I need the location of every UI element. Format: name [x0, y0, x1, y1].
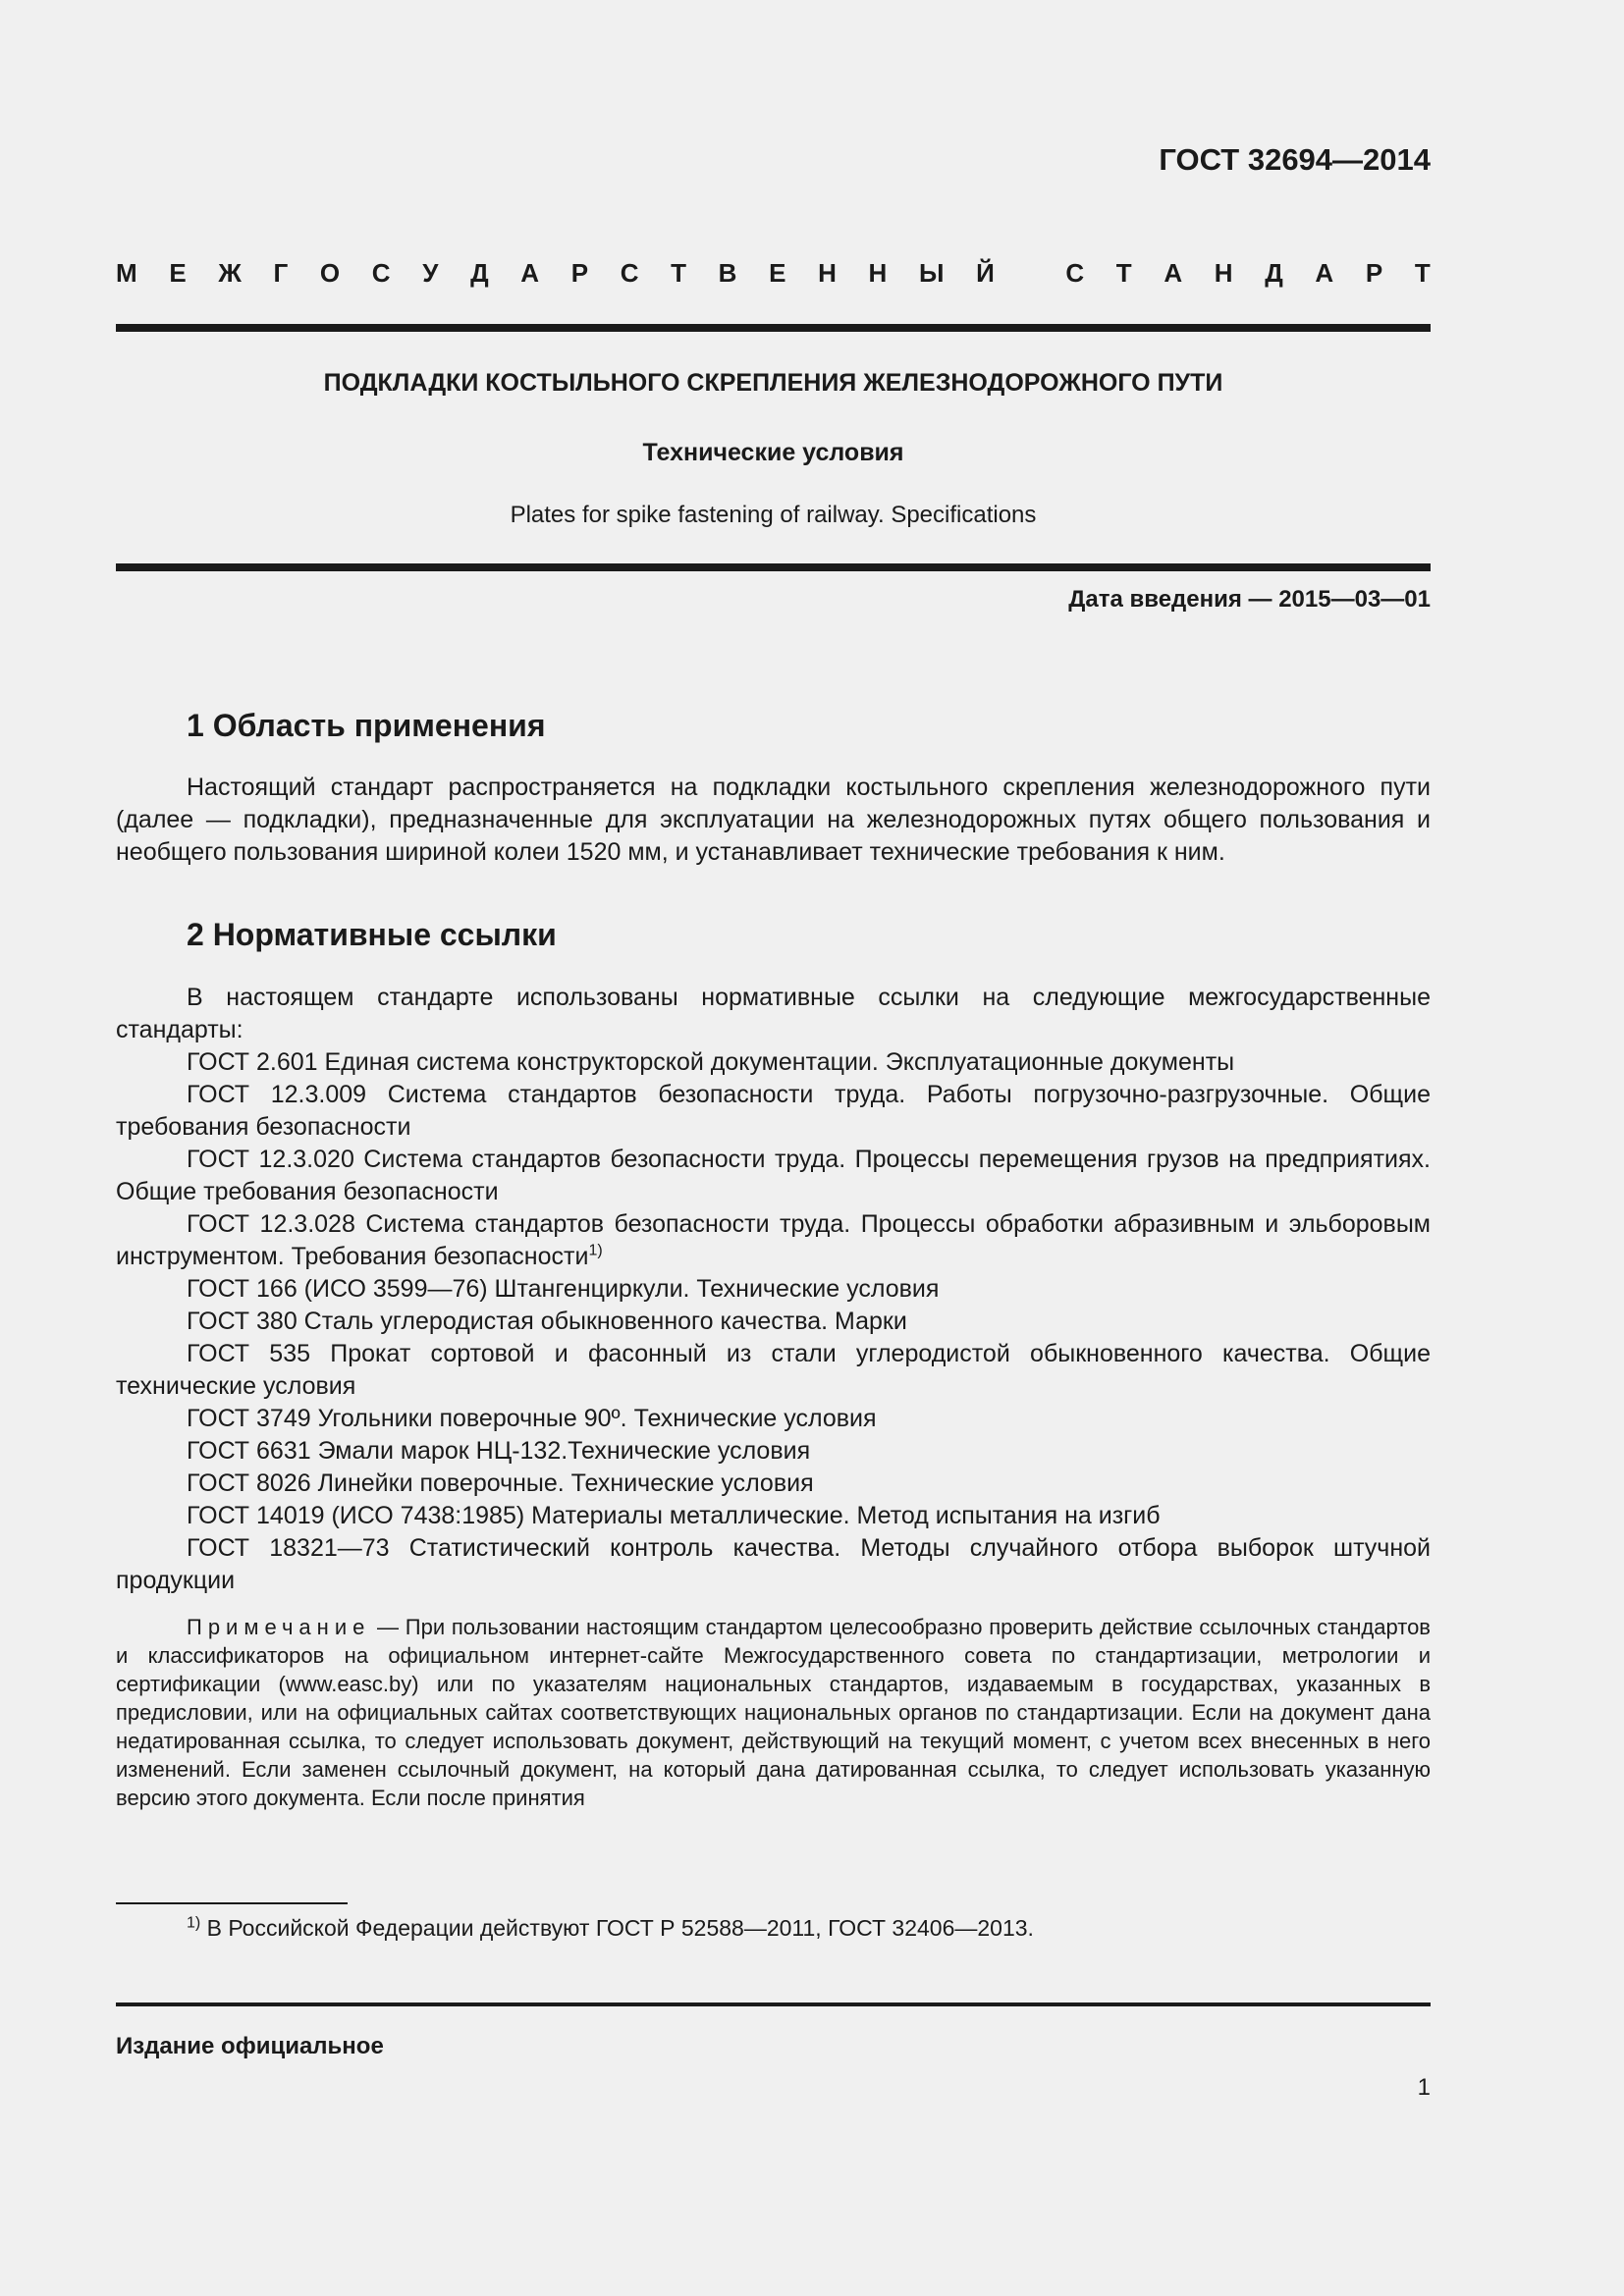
reference-item: ГОСТ 380 Сталь углеродистая обыкновенного качества. Марки	[187, 1307, 907, 1335]
note-paragraph	[116, 1613, 1431, 1812]
footnote-separator	[116, 1902, 348, 1904]
note-label: Примечание	[187, 1614, 371, 1639]
banner-word-gap	[1026, 257, 1033, 290]
footnote-text: В Российской Федерации действуют ГОСТ Р 52588—2011, ГОСТ 32406—2013.	[200, 1915, 1034, 1941]
document-subtitle: Технические условия	[642, 439, 904, 466]
banner-letter: Е	[769, 258, 786, 288]
standard-banner	[116, 257, 1431, 290]
section-heading: 2 Нормативные ссылки	[187, 917, 557, 953]
banner-letter: Н	[868, 258, 888, 288]
footer-rule	[116, 2002, 1431, 2006]
banner-letter: Т	[1115, 258, 1132, 288]
reference-item: ГОСТ 166 (ИСО 3599—76) Штангенциркули. Технические условия	[187, 1274, 940, 1303]
banner-letter: Т	[671, 258, 687, 288]
section-heading: 1 Область применения	[187, 708, 546, 743]
banner-letter: Р	[570, 258, 589, 288]
banner-letter: С	[371, 258, 391, 288]
introduction-date: Дата введения — 2015—03—01	[1068, 586, 1431, 613]
banner-letter: В	[718, 258, 737, 288]
paragraph: В настоящем стандарте использованы нормативные ссылки на следующие межгосударственные стандарты:	[116, 983, 1431, 1043]
reference-item: ГОСТ 6631 Эмали марок НЦ-132.Технические условия	[187, 1436, 811, 1465]
banner-letter: Д	[1265, 258, 1283, 288]
reference-item: ГОСТ 12.3.028 Система стандартов безопасности труда. Процессы обработки абразивным и эльборовым инструментом. Требования безопасности$^{1)}$	[116, 1209, 1431, 1270]
paragraph: Настоящий стандарт распространяется на подкладки костыльного скрепления железнодорожного пути (далее — подкладки), предназначенные для эксплуатации на железнодорожных путях общего пользования и необщего пользования шириной колеи 1520 мм, и устанавливает технические требования к ним.	[116, 774, 1431, 867]
banner-letter: А	[520, 258, 540, 288]
header-rule	[116, 324, 1431, 332]
banner-letter: У	[422, 258, 439, 288]
title-rule	[116, 563, 1431, 571]
footnote	[187, 1912, 1034, 1945]
section-scope	[116, 707, 1431, 869]
banner-letter: Е	[169, 258, 187, 288]
banner-letter: Ж	[218, 258, 242, 288]
banner-letter: А	[1164, 258, 1183, 288]
document-body	[116, 707, 1431, 1812]
banner-letter: Й	[976, 258, 995, 288]
banner-letter: Г	[273, 258, 289, 288]
reference-item: ГОСТ 12.3.009 Система стандартов безопасности труда. Работы погрузочно-разгрузочные. Общие требования безопасности	[116, 1080, 1431, 1141]
note-text: — При пользовании настоящим стандартом целесообразно проверить действие ссылочных стандартов и классификаторов на официальном интернет-сайте Межгосударственного совета по стандартизации, метрологии и сертификации (www.easc.by) или по указателям национальных стандартов, издаваемым в государствах, указанных в предисловии, или на официальных сайтах соответствующих национальных органов по стандартизации. Если на документ дана недатированная ссылка, то следует использовать документ, действующий на текущий момент, с учетом всех внесенных в него изменений. Если заменен ссылочный документ, на который дана датированная ссылка, то следует использовать указанную версию этого документа. Если после принятия	[116, 1614, 1431, 1810]
document-title: ПОДКЛАДКИ КОСТЫЛЬНОГО СКРЕПЛЕНИЯ ЖЕЛЕЗНОДОРОЖНОГО ПУТИ	[323, 369, 1223, 397]
reference-item: ГОСТ 3749 Угольники поверочные 90º. Технические условия	[187, 1404, 877, 1432]
official-edition-label: Издание официальное	[116, 2033, 384, 2059]
reference-item: ГОСТ 535 Прокат сортовой и фасонный из стали углеродистой обыкновенного качества. Общие технические условия	[116, 1339, 1431, 1400]
footnote-number: 1)	[187, 1914, 201, 1932]
footnote-marker[interactable]: 1)	[588, 1242, 603, 1259]
reference-item: ГОСТ 2.601 Единая система конструкторской документации. Эксплуатационные документы	[187, 1047, 1235, 1076]
banner-letter: Т	[1414, 258, 1431, 288]
document-number: ГОСТ 32694—2014	[1159, 142, 1431, 177]
english-title: Plates for spike fastening of railway. Specifications	[510, 502, 1037, 528]
banner-letter: С	[620, 258, 639, 288]
banner-letter: Р	[1365, 258, 1383, 288]
banner-letter: Н	[818, 258, 837, 288]
reference-item: ГОСТ 14019 (ИСО 7438:1985) Материалы металлические. Метод испытания на изгиб	[187, 1501, 1161, 1529]
banner-letter: О	[319, 258, 341, 288]
section-normative-references	[116, 916, 1431, 1811]
banner-letter: А	[1315, 258, 1334, 288]
banner-letter: Н	[1214, 258, 1233, 288]
banner-letter: М	[116, 258, 137, 288]
page-number: 1	[1417, 2074, 1431, 2101]
reference-item: ГОСТ 12.3.020 Система стандартов безопасности труда. Процессы перемещения грузов на предприятиях. Общие требования безопасности	[116, 1145, 1431, 1205]
reference-item: ГОСТ 8026 Линейки поверочные. Технические условия	[187, 1468, 814, 1497]
reference-item: ГОСТ 18321—73 Статистический контроль качества. Методы случайного отбора выборок штучной продукции	[116, 1533, 1431, 1594]
banner-letter: С	[1065, 258, 1085, 288]
banner-letter: Ы	[918, 258, 945, 288]
banner-letter: Д	[470, 258, 489, 288]
